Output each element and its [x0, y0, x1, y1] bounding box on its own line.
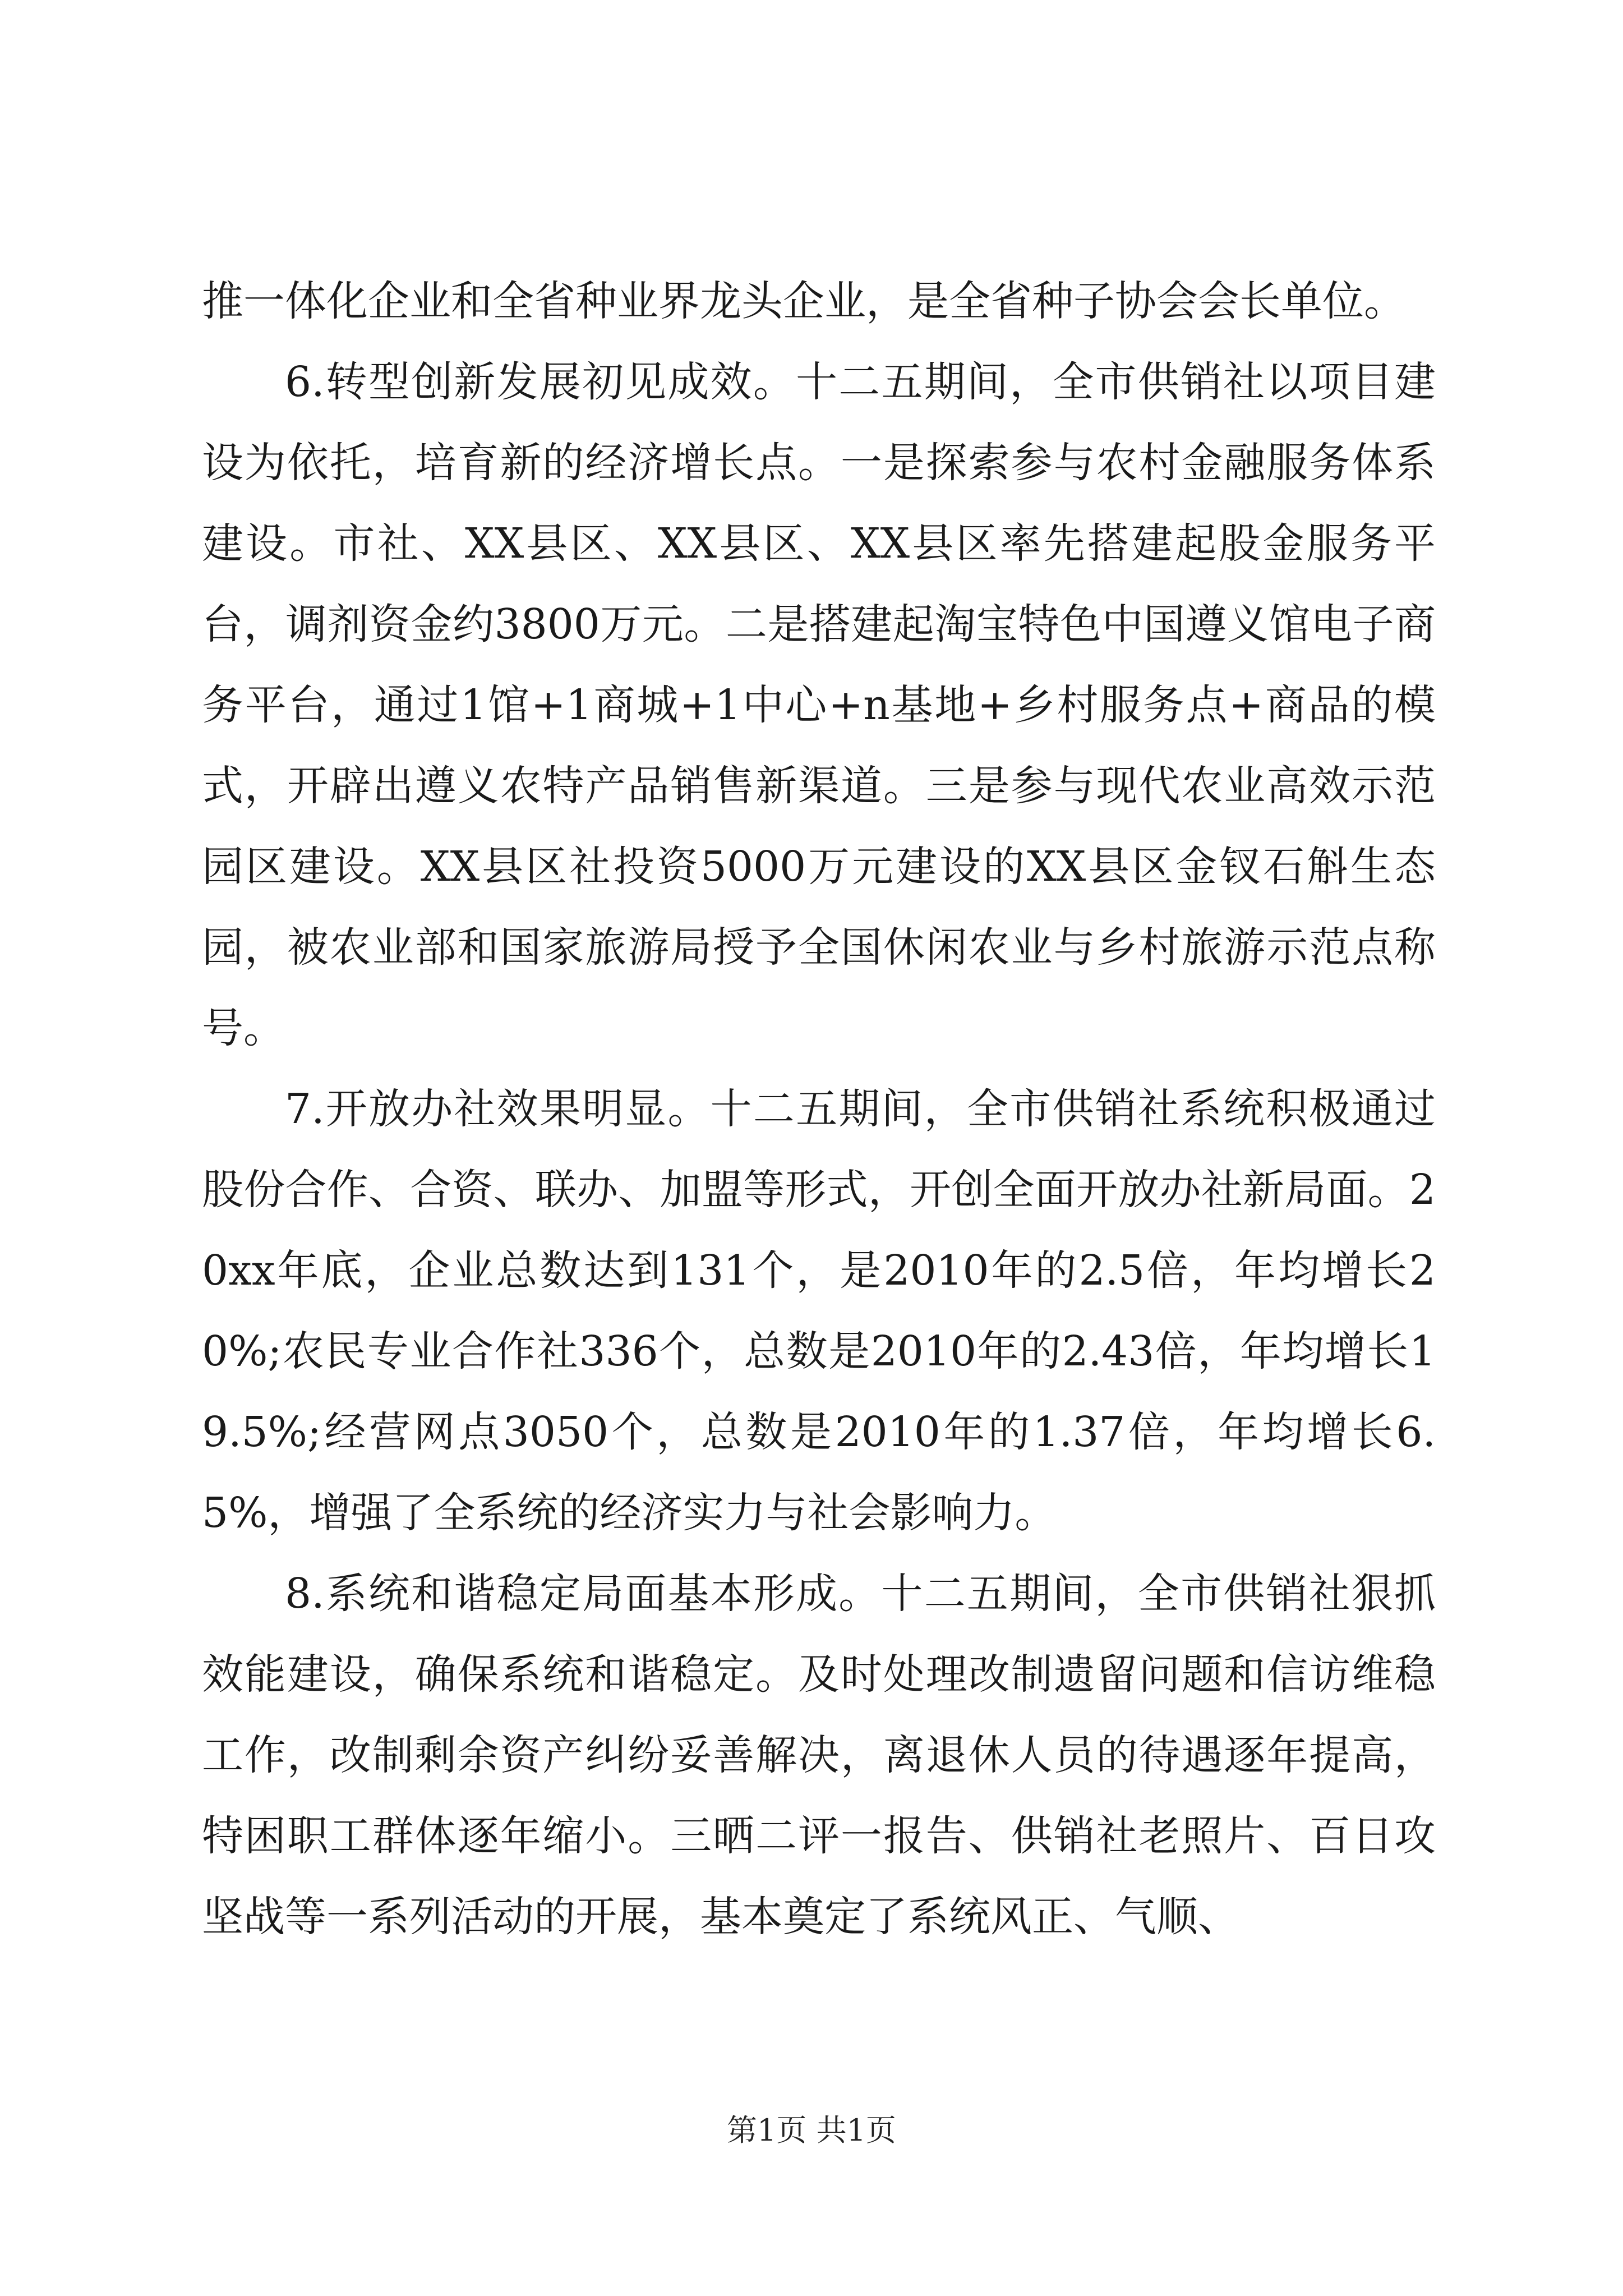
page-footer: 第1页 共1页 — [727, 2113, 896, 2148]
paragraph-7: 7.开放办社效果明显。十二五期间，全市供销社系统积极通过股份合作、合资、联办、加盟等形式，开创全面开放办社新局面。20xx年底，企业总数达到131个，是2010年的2.5倍，年均增长20%;农民专业合作社336个，总数是2010年的2.43倍，年均增长19.5%;经营网点3050个，总数是2010年的1.37倍，年均增长6.5%，增强了全系统的经济实力与社会影响力。 — [202, 1085, 1436, 1537]
paragraph-6: 6.转型创新发展初见成效。十二五期间，全市供销社以项目建设为依托，培育新的经济增长点。一是探索参与农村金融服务体系建设。市社、XX县区、XX县区、XX县区率先搭建起股金服务平台，调剂资金约3800万元。二是搭建起淘宝特色中国遵义馆电子商务平台，通过1馆+1商城+1中心+n基地+乡村服务点+商品的模式，开辟出遵义农特产品销售新渠道。三是参与现代农业高效示范园区建设。XX县区社投资5000万元建设的XX县区金钗石斛生态园，被农业部和国家旅游局授予全国休闲农业与乡村旅游示范点称号。 — [202, 358, 1436, 1052]
paragraph-continuation: 推一体化企业和全省种业界龙头企业，是全省种子协会会长单位。 — [202, 277, 1405, 325]
paragraph-8: 8.系统和谐稳定局面基本形成。十二五期间，全市供销社狠抓效能建设，确保系统和谐稳定。及时处理改制遗留问题和信访维稳工作，改制剩余资产纠纷妥善解决，离退休人员的待遇逐年提高，特困职工群体逐年缩小。三晒二评一报告、供销社老照片、百日攻坚战等一系列活动的开展，基本奠定了系统风正、气顺、 — [202, 1570, 1436, 1941]
document-body — [202, 261, 1436, 1957]
